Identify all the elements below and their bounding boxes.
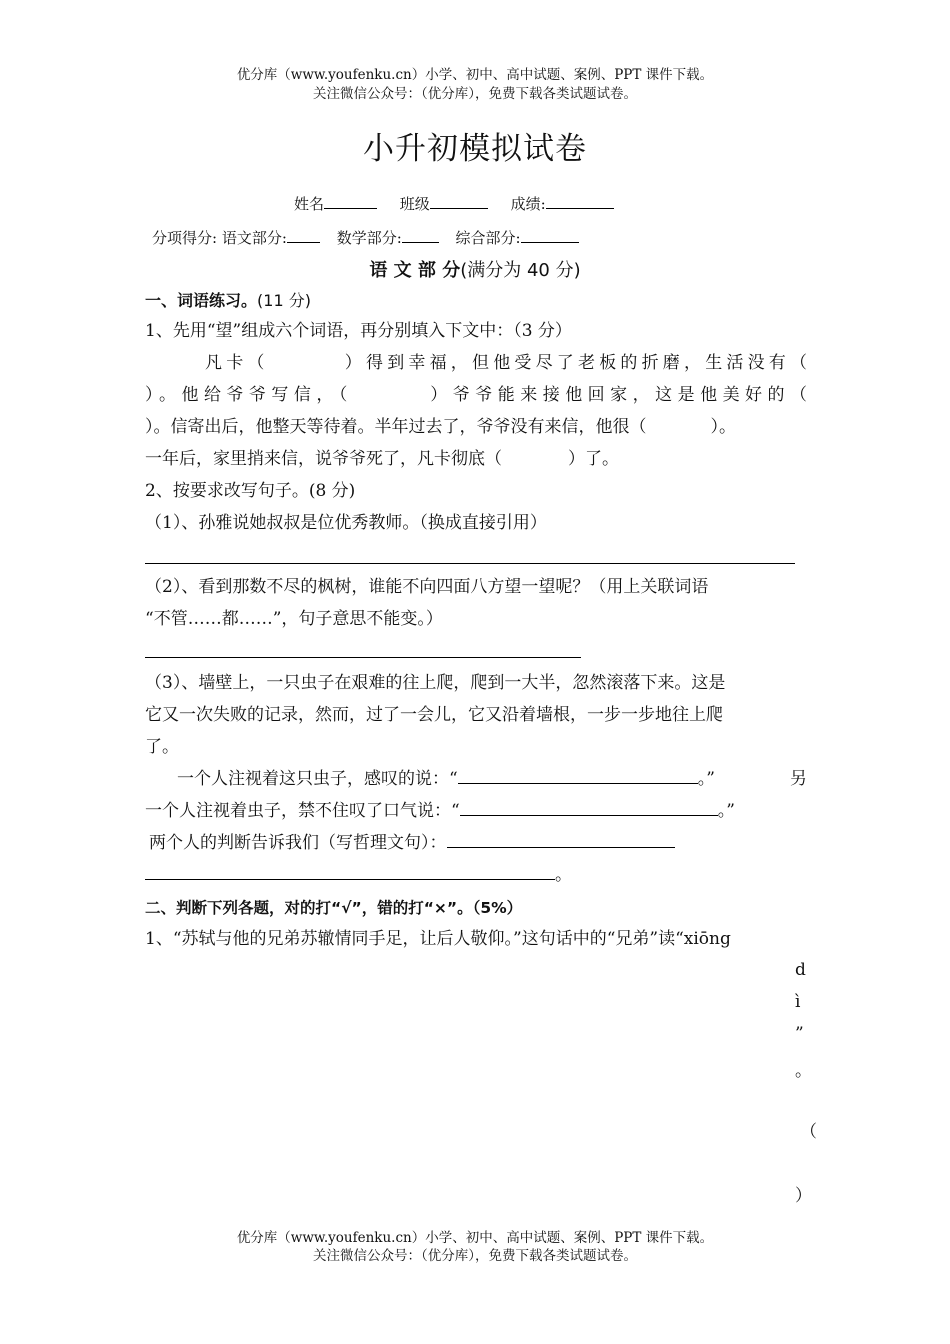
para-2a: ）。他给爷爷写信，（ [145, 385, 353, 405]
vertical-char-2: ì [795, 992, 801, 1012]
sentence-3d-tail: 另 [790, 769, 807, 789]
section-title [0, 256, 950, 282]
sentence-3c: 了。 [145, 737, 179, 757]
general-label: 综合部分: [455, 229, 521, 247]
answer-line-1[interactable] [145, 563, 795, 564]
para-line-1 [205, 352, 807, 374]
sentence-3e-end: 。” [717, 801, 735, 821]
philosophy-blank-2[interactable] [145, 864, 555, 880]
page-title: 小升初模拟试卷 [363, 131, 587, 167]
sentence-3a: （3）、墙壁上，一只虫子在艰难的往上爬，爬到一大半，忽然滚落下来。这是 [145, 673, 726, 693]
para-2b: ）爷爷能来接他回家，这是他美好的（ [424, 385, 808, 405]
sentence-3d [177, 768, 715, 790]
sentence-2a: （2）、看到那数不尽的枫树，谁能不向四面八方望一望呢？（用上关联词语 [145, 577, 709, 597]
para-3a: ）。信寄出后，他整天等待着。半年过去了，爷爷没有来信，他很（ [145, 417, 647, 437]
score-label: 成绩: [510, 195, 546, 213]
sentence-1: （1）、孙雅说她叔叔是位优秀教师。（换成直接引用） [145, 513, 547, 533]
para-3b: ）。 [710, 417, 736, 437]
part2-heading: 二、判断下列各题，对的打“√”，错的打“×”。（5%） [145, 899, 523, 917]
philosophy-blank[interactable] [447, 832, 675, 848]
para-line-2 [145, 384, 807, 406]
sentence-3e-text: 一个人注视着虫子，禁不住叹了口气说：“ [145, 801, 460, 821]
sentence-3g-end: 。 [555, 865, 572, 885]
header-line-2: 关注微信公众号：（优分库），免费下载各类试题试卷。 [313, 86, 637, 102]
vertical-char-1: d [795, 960, 806, 980]
part1-heading [145, 290, 311, 312]
score-blank[interactable] [546, 193, 614, 209]
quote-blank-2[interactable] [460, 800, 718, 816]
sub-score-row [152, 227, 579, 249]
class-label: 班级 [399, 195, 430, 213]
para-line-3 [145, 416, 736, 438]
sentence-2b: “不管……都……”，句子意思不能变。） [145, 609, 443, 629]
vertical-char-3: ” [795, 1024, 804, 1044]
part1-points: (11 分) [257, 291, 311, 310]
para-4b: ）了。 [568, 449, 619, 469]
footer-line-1: 优分库（www.youfenku.cn）小学、初中、高中试题、案例、PPT 课件下载。 [236, 1230, 714, 1246]
answer-paren-close: ） [795, 1186, 812, 1206]
sentence-3d-end: 。” [697, 769, 715, 789]
question-2: 2、按要求改写句子。(8 分) [145, 481, 356, 501]
sentence-3f-text: 两个人的判断告诉我们（写哲理文句）： [149, 833, 447, 853]
sentence-3e [145, 800, 735, 822]
answer-paren-open: （ [800, 1122, 817, 1142]
para-line-4 [145, 448, 619, 470]
part2-question-1: 1、“苏轼与他的兄弟苏辙情同手足，让后人敬仰。”这句话中的“兄弟”读“xiōng [145, 929, 731, 949]
question-1: 1、先用“望”组成六个词语，再分别填入下文中：（3 分） [145, 321, 572, 341]
sentence-3d-text: 一个人注视着这只虫子，感叹的说：“ [177, 769, 458, 789]
sentence-3b: 它又一次失败的记录，然而，过了一会儿，它又沿着墙根，一步一步地往上爬 [145, 705, 723, 725]
general-blank[interactable] [521, 227, 579, 243]
answer-line-2[interactable] [145, 657, 581, 658]
quote-blank-1[interactable] [458, 768, 698, 784]
header-line-1: 优分库（www.youfenku.cn）小学、初中、高中试题、案例、PPT 课件下载。 [236, 67, 714, 83]
sentence-3f [149, 832, 675, 854]
part1-heading-text: 一、词语练习。 [145, 291, 258, 310]
section-name: 语 文 部 分 [369, 260, 461, 281]
para-4a: 一年后，家里捎来信，说爷爷死了，凡卡彻底（ [145, 449, 502, 469]
para-1a: 凡卡（ [205, 353, 269, 373]
section-note: (满分为 40 分) [460, 260, 581, 281]
name-label: 姓名 [294, 195, 325, 213]
math-blank[interactable] [402, 227, 439, 243]
sentence-3g [145, 864, 572, 886]
vertical-char-4: 。 [795, 1061, 812, 1081]
student-info-row [294, 193, 614, 215]
para-1b: ）得到幸福，但他受尽了老板的折磨，生活没有（ [340, 353, 808, 373]
sub-score-label: 分项得分: [152, 229, 218, 247]
class-blank[interactable] [430, 193, 488, 209]
chinese-blank[interactable] [287, 227, 320, 243]
footer-line-2: 关注微信公众号：（优分库），免费下载各类试题试卷。 [313, 1248, 637, 1264]
name-blank[interactable] [324, 193, 377, 209]
math-label: 数学部分: [336, 229, 402, 247]
chinese-label: 语文部分: [221, 229, 287, 247]
